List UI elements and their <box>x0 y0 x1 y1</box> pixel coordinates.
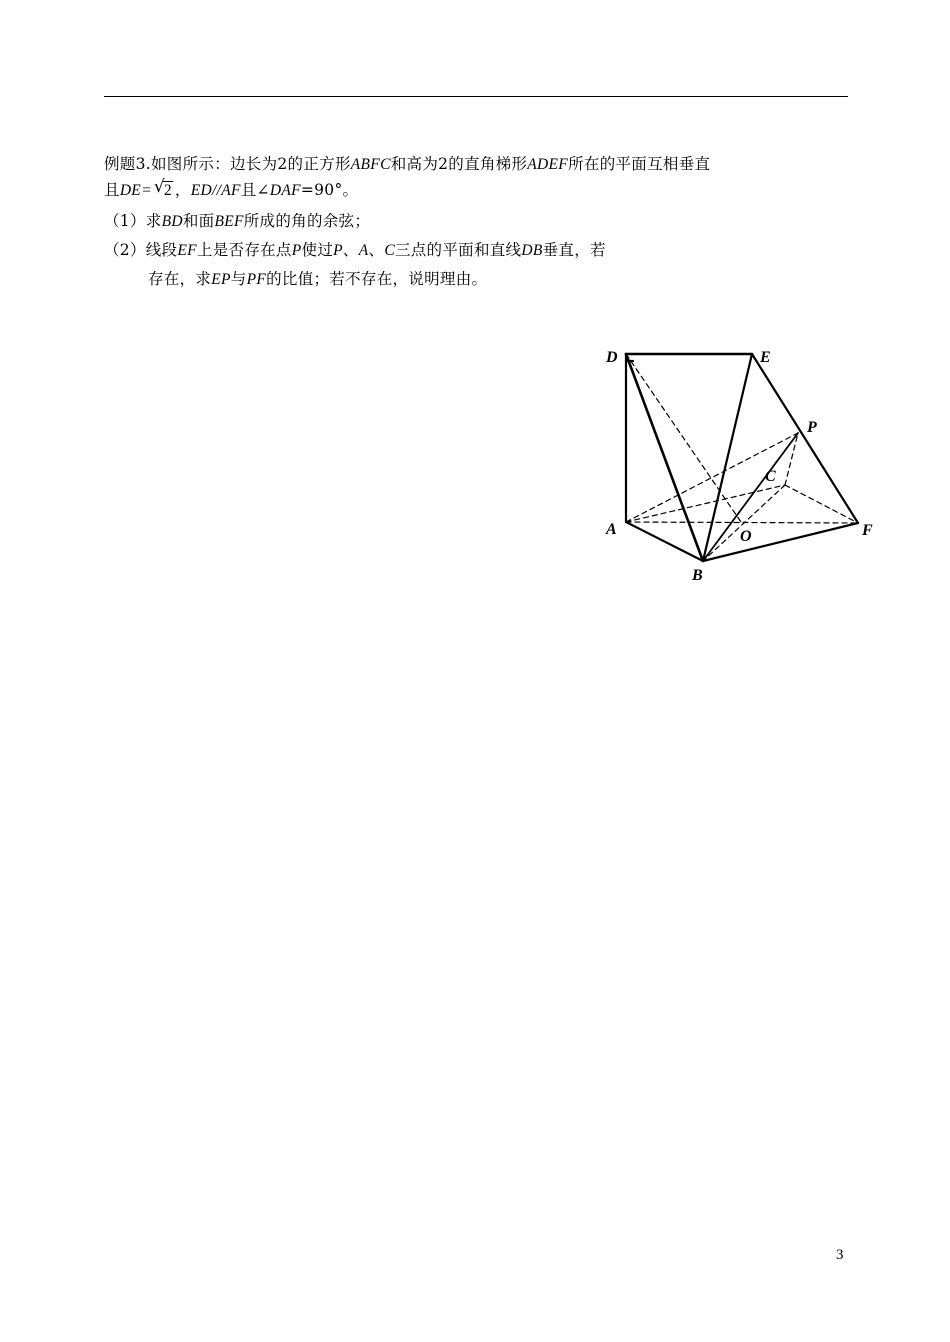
math-var: PF <box>246 271 267 288</box>
text: 和面 <box>182 212 215 230</box>
question-2-line-1 <box>104 240 606 261</box>
text: 垂直，若 <box>542 241 606 259</box>
edge-AC <box>626 485 785 522</box>
sqrt-expression: √ 2 <box>153 177 172 199</box>
text: 上是否存在点 <box>196 241 292 259</box>
label-D: D <box>606 349 618 366</box>
edge-EF <box>752 354 858 523</box>
math-var: DAF <box>269 182 301 199</box>
math-var: DB <box>521 242 543 259</box>
text: 、 <box>368 241 385 259</box>
text: 且 <box>104 181 120 199</box>
math-var: ADEF <box>527 156 569 173</box>
text: 与 <box>230 270 247 288</box>
edge-DO <box>626 354 741 522</box>
text: 存在，求 <box>148 270 212 288</box>
text: 例题3.如图所示：边长为2的正方形 <box>104 155 351 173</box>
question-2-line-2 <box>148 269 487 290</box>
label-B: B <box>692 567 703 584</box>
text: （1）求 <box>104 212 162 230</box>
math-var: A <box>358 242 369 259</box>
label-O: O <box>740 528 752 545</box>
label-A: A <box>606 521 617 538</box>
text: 三点的平面和直线 <box>394 241 522 259</box>
math-var: P <box>291 242 302 259</box>
edge-DB <box>626 354 703 561</box>
text: 、 <box>342 241 359 259</box>
geometry-figure <box>600 340 880 585</box>
math-var: EP <box>211 271 231 288</box>
sqrt-argument: 2 <box>163 182 172 199</box>
math-var: ED//AF <box>190 182 241 199</box>
text: ， <box>174 181 191 199</box>
text: 且∠ <box>240 181 270 199</box>
edge-AF <box>626 522 858 523</box>
header-rule <box>104 96 848 97</box>
text: 和高为2的直角梯形 <box>390 155 528 173</box>
label-P: P <box>807 419 817 436</box>
text: 所成的角的余弦； <box>243 212 371 230</box>
problem-statement-line-1 <box>104 154 710 175</box>
math-var: C <box>384 242 395 259</box>
label-C: C <box>765 468 776 485</box>
math-var: EF <box>177 242 197 259</box>
math-var: ABFC <box>350 156 391 173</box>
text: 的比值；若不存在，说明理由。 <box>266 270 488 288</box>
label-F: F <box>862 522 873 539</box>
math-var: DE= <box>119 182 152 199</box>
problem-statement-line-2 <box>104 177 359 201</box>
text: 所在的平面互相垂直 <box>568 155 711 173</box>
text: =90°。 <box>300 181 359 199</box>
question-1 <box>104 211 370 232</box>
text: （2）线段 <box>104 241 178 259</box>
math-var: BEF <box>214 213 244 230</box>
math-var: P <box>333 242 343 259</box>
text: 使过 <box>301 241 334 259</box>
label-E: E <box>760 349 771 366</box>
page-number: 3 <box>836 1247 844 1263</box>
math-var: BD <box>161 213 183 230</box>
